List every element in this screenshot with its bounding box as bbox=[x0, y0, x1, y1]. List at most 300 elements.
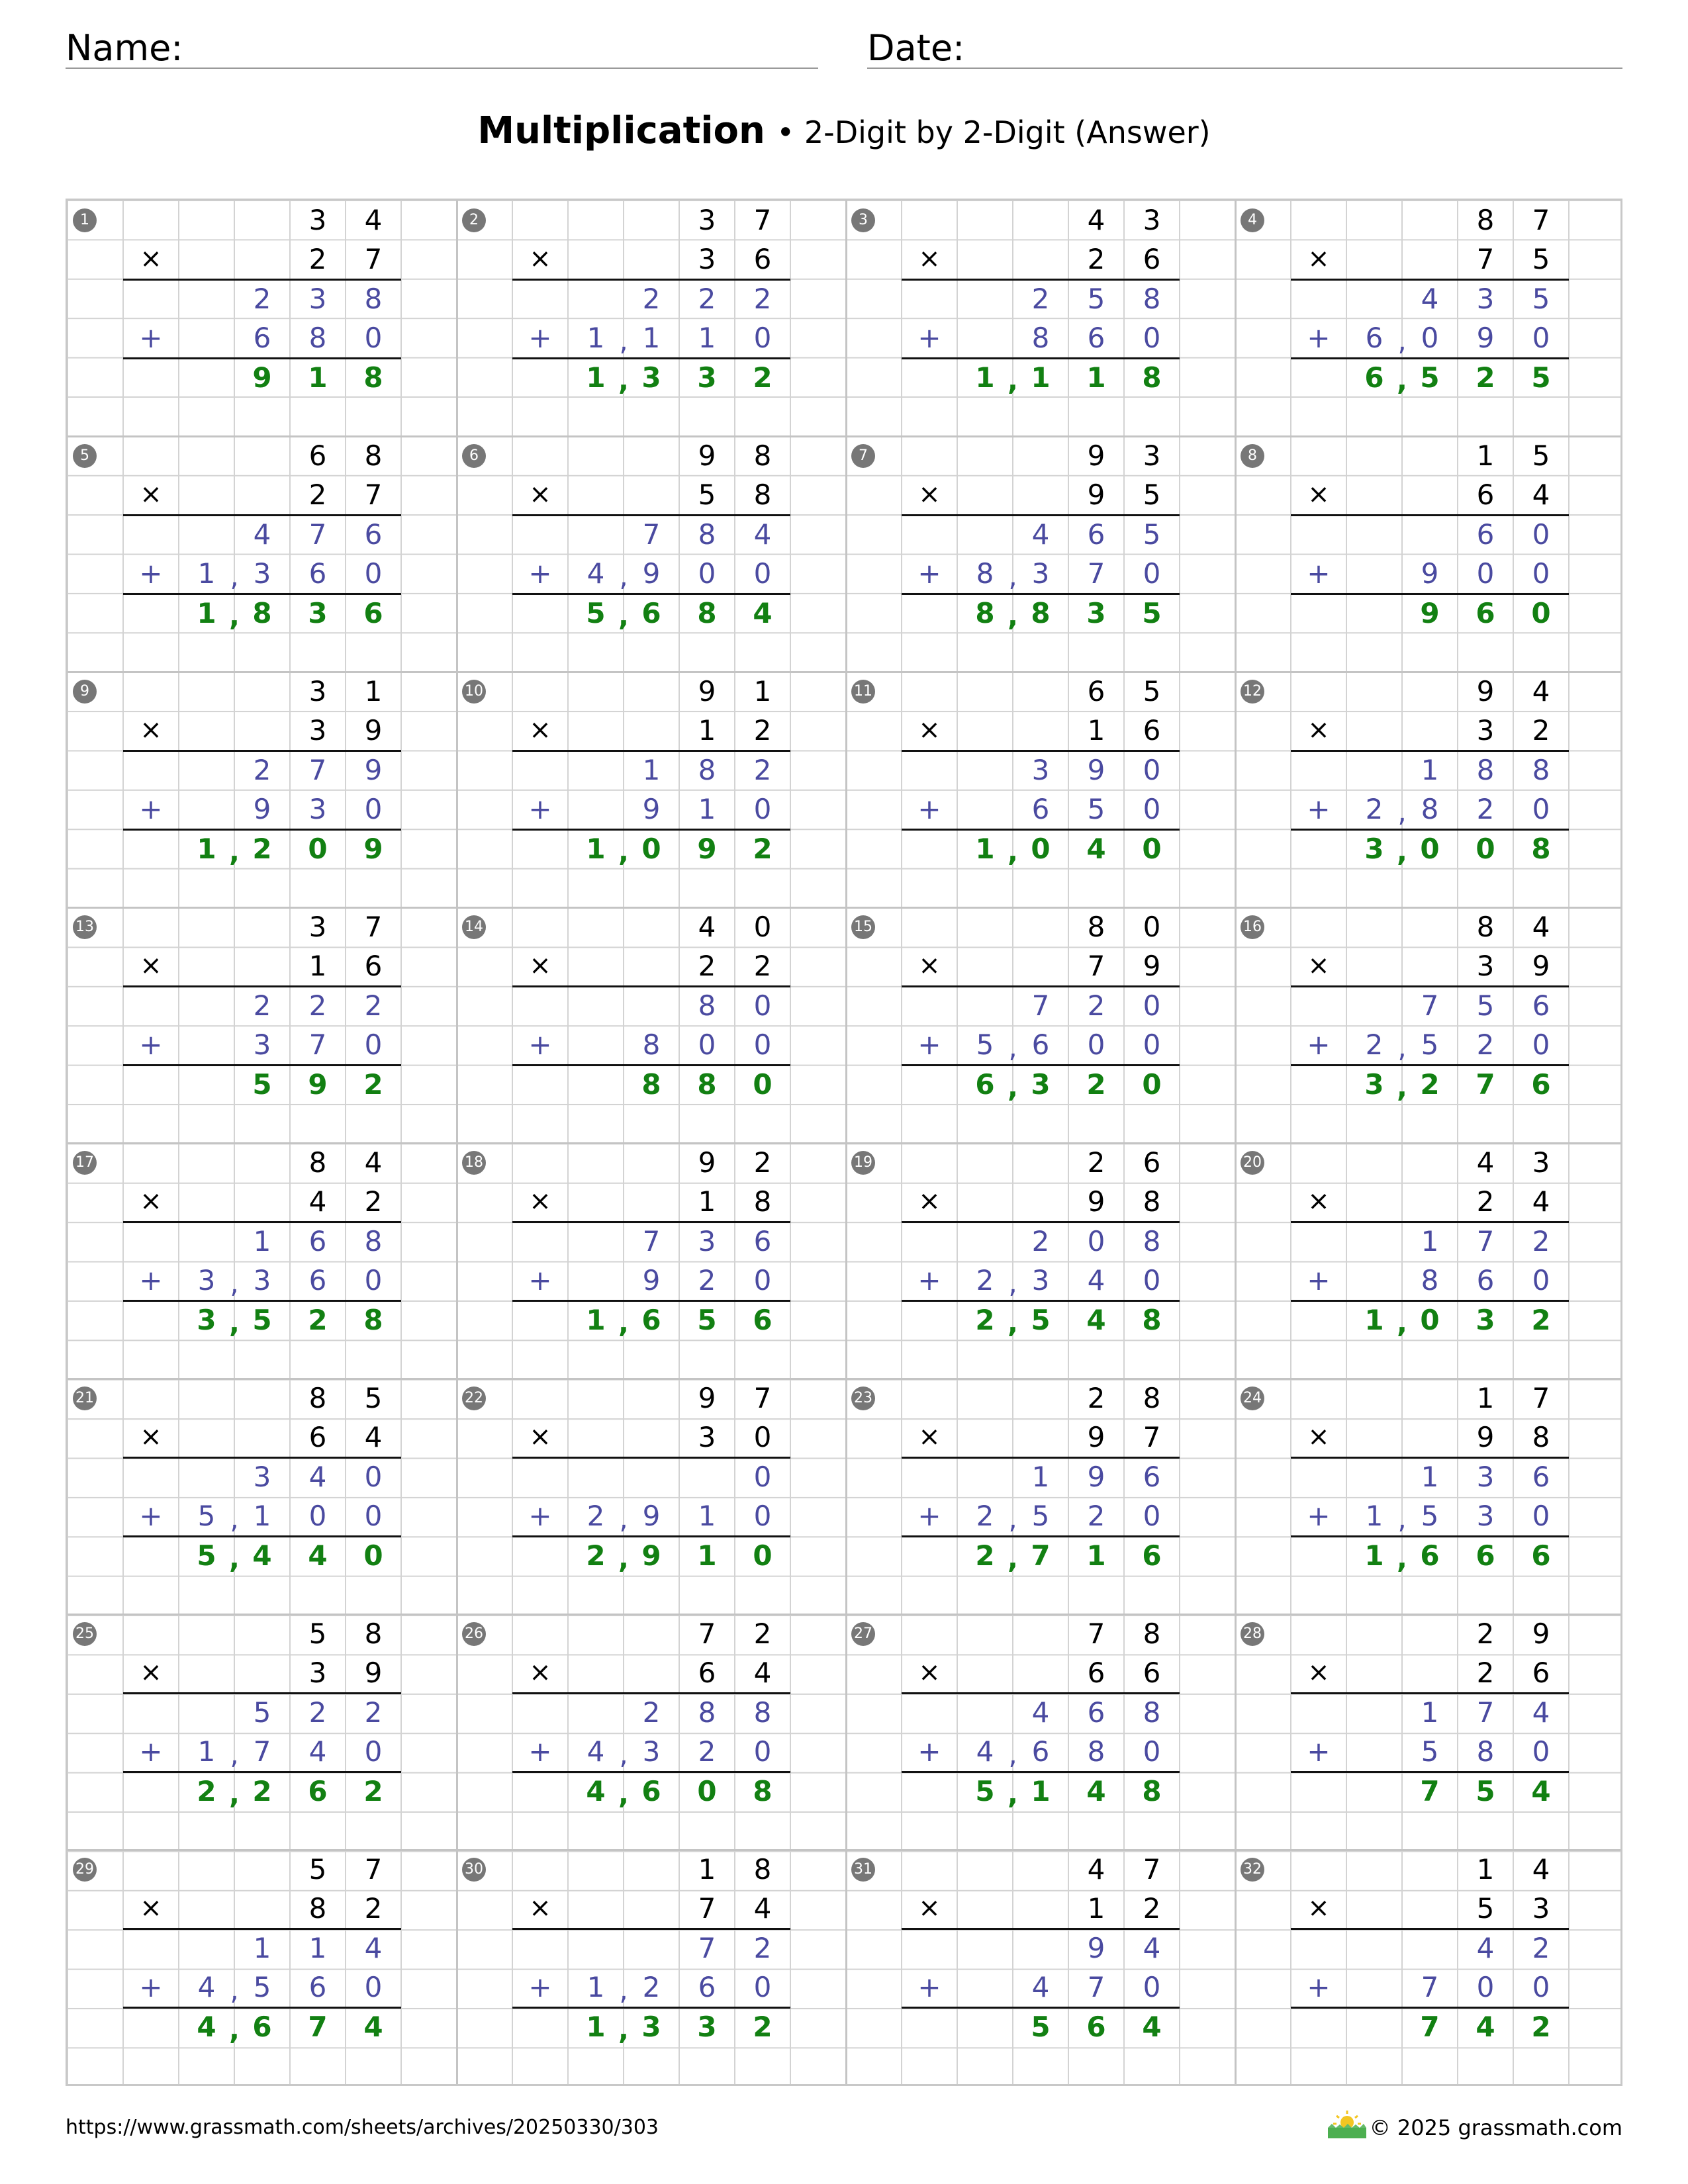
multiplier-digit: 2 bbox=[1532, 714, 1550, 747]
answer-digit: 8 bbox=[252, 596, 272, 629]
answer-digit: 1 bbox=[197, 596, 216, 629]
answer-digit: 9 bbox=[363, 832, 383, 865]
answer-digit: 6 bbox=[641, 1774, 661, 1807]
partial-product-digit: 8 bbox=[753, 1696, 772, 1729]
multiplicand-digit: 7 bbox=[364, 911, 383, 943]
multiplier-digit: 3 bbox=[1476, 714, 1495, 747]
answer-digit: 9 bbox=[697, 832, 717, 865]
partial-product-digit: 6 bbox=[1532, 1460, 1550, 1493]
multiplicand-digit: 6 bbox=[1087, 675, 1105, 707]
multiplicand-digit: 1 bbox=[364, 675, 383, 707]
partial-product-digit: 6 bbox=[1143, 1460, 1161, 1493]
answer-digit: 0 bbox=[1476, 832, 1495, 865]
partial-product-digit: 1 bbox=[197, 557, 216, 590]
answer-digit: 1 bbox=[697, 1539, 717, 1572]
problem-grid bbox=[66, 199, 1622, 2086]
multiplicand-digit: 7 bbox=[1532, 204, 1550, 236]
plus-sign: + bbox=[917, 1264, 941, 1297]
plus-sign: + bbox=[1307, 557, 1331, 590]
answer-digit: 8 bbox=[363, 1303, 383, 1336]
partial-product-digit: 0 bbox=[1143, 753, 1161, 786]
plus-sign: + bbox=[528, 1971, 552, 2004]
multiplicand-digit: 5 bbox=[1143, 675, 1161, 707]
multiplicand-digit: 4 bbox=[1532, 675, 1550, 707]
answer-comma: , bbox=[229, 599, 240, 632]
partial-product-digit: 7 bbox=[1421, 1971, 1439, 2004]
multiplier-digit: 2 bbox=[364, 1892, 383, 1925]
multiplier-digit: 6 bbox=[1087, 1657, 1105, 1690]
partial-product-digit: 0 bbox=[1532, 518, 1550, 551]
multiplicand-digit: 9 bbox=[1532, 1617, 1550, 1650]
problem-card bbox=[1235, 907, 1624, 1143]
plus-sign: + bbox=[528, 1500, 552, 1533]
answer-digit: 3 bbox=[308, 596, 328, 629]
partial-product-digit: 2 bbox=[308, 989, 327, 1022]
partial-product-digit: 2 bbox=[642, 282, 661, 315]
plus-sign: + bbox=[1307, 793, 1331, 826]
answer-digit: 0 bbox=[1142, 1068, 1162, 1101]
multiplicand-digit: 7 bbox=[1143, 1853, 1161, 1886]
partial-product-digit: 5 bbox=[1421, 1735, 1439, 1768]
problem-card bbox=[846, 1614, 1235, 1850]
times-sign: × bbox=[529, 1186, 551, 1217]
times-sign: × bbox=[1307, 715, 1330, 746]
multiplicand-digit: 1 bbox=[1476, 439, 1495, 472]
problem-number-badge: 32 bbox=[1241, 1858, 1264, 1882]
multiplier-digit: 8 bbox=[753, 1185, 772, 1218]
partial-comma: , bbox=[230, 1974, 239, 2007]
footer-copyright: © 2025 grassmath.com bbox=[1369, 2115, 1622, 2140]
times-sign: × bbox=[529, 950, 551, 981]
partial-product-digit: 2 bbox=[642, 1971, 661, 2004]
problem-number-badge: 23 bbox=[851, 1387, 875, 1410]
multiplicand-digit: 9 bbox=[698, 675, 716, 707]
multiplier-digit: 2 bbox=[698, 950, 716, 983]
multiplicand-digit: 1 bbox=[753, 675, 772, 707]
multiplier-digit: 9 bbox=[1087, 478, 1105, 512]
answer-digit: 6 bbox=[641, 1303, 661, 1336]
partial-product-digit: 0 bbox=[1143, 1500, 1161, 1533]
partial-product-digit: 0 bbox=[1421, 322, 1439, 355]
answer-digit: 4 bbox=[197, 2010, 216, 2043]
partial-product-digit: 0 bbox=[753, 793, 772, 826]
answer-digit: 6 bbox=[1531, 1539, 1551, 1572]
problem-number-badge: 2 bbox=[462, 208, 486, 232]
answer-digit: 8 bbox=[1531, 832, 1551, 865]
answer-digit: 1 bbox=[308, 361, 328, 394]
times-sign: × bbox=[1307, 244, 1330, 275]
partial-product-digit: 6 bbox=[1532, 989, 1550, 1022]
partial-product-digit: 6 bbox=[1031, 1028, 1050, 1062]
problem-card bbox=[68, 672, 457, 907]
partial-product-digit: 1 bbox=[1421, 1696, 1439, 1729]
problem-number-badge: 20 bbox=[1241, 1151, 1264, 1175]
partial-product-digit: 0 bbox=[364, 322, 383, 355]
multiplicand-digit: 7 bbox=[364, 1853, 383, 1886]
partial-product-digit: 1 bbox=[698, 322, 716, 355]
answer-digit: 1 bbox=[1364, 1539, 1384, 1572]
partial-product-digit: 3 bbox=[1476, 1500, 1495, 1533]
problem-card bbox=[457, 907, 846, 1143]
plus-sign: + bbox=[1307, 1264, 1331, 1297]
plus-sign: + bbox=[1307, 1028, 1331, 1062]
answer-digit: 0 bbox=[1531, 596, 1551, 629]
problem-card bbox=[1235, 1850, 1624, 2085]
times-sign: × bbox=[140, 1422, 162, 1453]
partial-product-digit: 4 bbox=[1087, 1264, 1105, 1297]
partial-comma: , bbox=[619, 560, 628, 593]
partial-product-digit: 1 bbox=[1365, 1500, 1383, 1533]
partial-product-digit: 0 bbox=[1143, 1028, 1161, 1062]
partial-comma: , bbox=[230, 560, 239, 593]
answer-comma: , bbox=[1397, 1070, 1407, 1103]
answer-comma: , bbox=[229, 1541, 240, 1574]
partial-product-digit: 8 bbox=[1421, 1264, 1439, 1297]
partial-product-digit: 3 bbox=[253, 1460, 271, 1493]
partial-product-digit: 0 bbox=[364, 1028, 383, 1062]
multiplier-digit: 1 bbox=[1087, 1892, 1105, 1925]
partial-product-digit: 0 bbox=[1143, 1264, 1161, 1297]
partial-product-digit: 8 bbox=[698, 518, 716, 551]
partial-product-digit: 0 bbox=[364, 1500, 383, 1533]
partial-comma: , bbox=[619, 1502, 628, 1535]
partial-product-digit: 0 bbox=[364, 1460, 383, 1493]
partial-product-digit: 1 bbox=[586, 322, 605, 355]
partial-product-digit: 0 bbox=[1532, 793, 1550, 826]
partial-product-digit: 2 bbox=[253, 282, 271, 315]
answer-digit: 8 bbox=[363, 361, 383, 394]
answer-digit: 9 bbox=[641, 1539, 661, 1572]
partial-product-digit: 6 bbox=[253, 322, 271, 355]
partial-product-digit: 3 bbox=[253, 1028, 271, 1062]
partial-comma: , bbox=[1397, 796, 1407, 829]
problem-number-badge: 7 bbox=[851, 444, 875, 468]
partial-product-digit: 0 bbox=[753, 1500, 772, 1533]
partial-product-digit: 0 bbox=[1143, 989, 1161, 1022]
multiplier-digit: 2 bbox=[364, 1185, 383, 1218]
multiplicand-digit: 6 bbox=[308, 439, 327, 472]
multiplier-digit: 3 bbox=[1476, 950, 1495, 983]
partial-product-digit: 6 bbox=[308, 1971, 327, 2004]
plus-sign: + bbox=[1307, 322, 1331, 355]
partial-product-digit: 0 bbox=[364, 1735, 383, 1768]
answer-digit: 5 bbox=[697, 1303, 717, 1336]
problem-number-badge: 8 bbox=[1241, 444, 1264, 468]
partial-product-digit: 1 bbox=[197, 1735, 216, 1768]
partial-product-digit: 4 bbox=[1421, 282, 1439, 315]
answer-digit: 6 bbox=[1364, 361, 1384, 394]
multiplier-digit: 8 bbox=[308, 1892, 327, 1925]
multiplier-digit: 7 bbox=[1087, 950, 1105, 983]
partial-product-digit: 7 bbox=[1031, 989, 1050, 1022]
partial-product-digit: 9 bbox=[642, 557, 661, 590]
multiplier-digit: 2 bbox=[1476, 1657, 1495, 1690]
plus-sign: + bbox=[528, 793, 552, 826]
partial-product-digit: 3 bbox=[308, 793, 327, 826]
answer-digit: 6 bbox=[308, 1774, 328, 1807]
answer-digit: 7 bbox=[1476, 1068, 1495, 1101]
multiplicand-digit: 8 bbox=[364, 439, 383, 472]
partial-product-digit: 2 bbox=[1031, 1224, 1050, 1257]
problem-card bbox=[68, 1143, 457, 1379]
partial-product-digit: 2 bbox=[308, 1696, 327, 1729]
partial-product-digit: 3 bbox=[642, 1735, 661, 1768]
answer-digit: 0 bbox=[641, 832, 661, 865]
answer-digit: 8 bbox=[1142, 1303, 1162, 1336]
partial-product-digit: 0 bbox=[753, 322, 772, 355]
problem-card bbox=[457, 1143, 846, 1379]
answer-digit: 2 bbox=[975, 1539, 995, 1572]
partial-product-digit: 1 bbox=[642, 753, 661, 786]
problem-card bbox=[1235, 1614, 1624, 1850]
problem-card bbox=[457, 201, 846, 436]
problem-number-badge: 9 bbox=[73, 680, 97, 704]
partial-product-digit: 2 bbox=[1365, 1028, 1383, 1062]
partial-product-digit: 2 bbox=[1087, 989, 1105, 1022]
multiplicand-digit: 8 bbox=[1143, 1617, 1161, 1650]
answer-digit: 0 bbox=[1031, 832, 1051, 865]
answer-digit: 7 bbox=[1420, 2010, 1440, 2043]
answer-digit: 3 bbox=[641, 361, 661, 394]
answer-digit: 2 bbox=[1531, 2010, 1551, 2043]
times-sign: × bbox=[529, 1893, 551, 1924]
partial-product-digit: 0 bbox=[1532, 1264, 1550, 1297]
partial-product-digit: 0 bbox=[364, 557, 383, 590]
partial-product-digit: 8 bbox=[698, 989, 716, 1022]
times-sign: × bbox=[1307, 1186, 1330, 1217]
multiplier-digit: 5 bbox=[698, 478, 716, 512]
partial-product-digit: 8 bbox=[642, 1028, 661, 1062]
name-field-line[interactable] bbox=[66, 68, 818, 69]
partial-product-digit: 2 bbox=[753, 753, 772, 786]
multiplier-digit: 2 bbox=[753, 950, 772, 983]
answer-digit: 9 bbox=[308, 1068, 328, 1101]
answer-digit: 2 bbox=[586, 1539, 606, 1572]
partial-product-digit: 3 bbox=[253, 557, 271, 590]
partial-product-digit: 2 bbox=[642, 1696, 661, 1729]
plus-sign: + bbox=[528, 557, 552, 590]
answer-digit: 3 bbox=[697, 2010, 717, 2043]
problem-card bbox=[846, 1850, 1235, 2085]
answer-digit: 1 bbox=[1031, 1774, 1051, 1807]
multiplicand-digit: 9 bbox=[698, 1146, 716, 1179]
partial-product-digit: 3 bbox=[1476, 282, 1495, 315]
partial-product-digit: 2 bbox=[1476, 1028, 1495, 1062]
times-sign: × bbox=[1307, 1422, 1330, 1453]
partial-product-digit: 0 bbox=[753, 1460, 772, 1493]
partial-product-digit: 4 bbox=[253, 518, 271, 551]
multiplier-digit: 1 bbox=[308, 950, 327, 983]
answer-digit: 1 bbox=[1031, 361, 1051, 394]
problem-card bbox=[1235, 1379, 1624, 1614]
multiplicand-digit: 4 bbox=[1532, 911, 1550, 943]
multiplier-digit: 8 bbox=[1143, 1185, 1161, 1218]
problem-number-badge: 31 bbox=[851, 1858, 875, 1882]
times-sign: × bbox=[918, 1186, 941, 1217]
partial-product-digit: 8 bbox=[1421, 793, 1439, 826]
partial-product-digit: 4 bbox=[308, 1735, 327, 1768]
partial-product-digit: 2 bbox=[1365, 793, 1383, 826]
answer-comma: , bbox=[229, 1777, 240, 1810]
plus-sign: + bbox=[139, 1264, 163, 1297]
partial-product-digit: 0 bbox=[1476, 557, 1495, 590]
partial-product-digit: 6 bbox=[308, 1224, 327, 1257]
multiplier-digit: 6 bbox=[1476, 478, 1495, 512]
times-sign: × bbox=[529, 1422, 551, 1453]
answer-digit: 5 bbox=[975, 1774, 995, 1807]
times-sign: × bbox=[529, 715, 551, 746]
answer-digit: 5 bbox=[1476, 1774, 1495, 1807]
plus-sign: + bbox=[528, 1264, 552, 1297]
answer-comma: , bbox=[618, 1306, 629, 1339]
partial-product-digit: 5 bbox=[1087, 793, 1105, 826]
multiplicand-digit: 4 bbox=[1087, 1853, 1105, 1886]
title-subtitle: • 2-Digit by 2-Digit (Answer) bbox=[776, 114, 1211, 150]
multiplicand-digit: 8 bbox=[364, 1617, 383, 1650]
answer-digit: 2 bbox=[753, 832, 773, 865]
partial-product-digit: 1 bbox=[698, 1500, 716, 1533]
multiplier-digit: 6 bbox=[1143, 1657, 1161, 1690]
answer-digit: 8 bbox=[697, 596, 717, 629]
partial-product-digit: 0 bbox=[753, 557, 772, 590]
partial-product-digit: 9 bbox=[642, 793, 661, 826]
partial-product-digit: 9 bbox=[1421, 557, 1439, 590]
multiplicand-digit: 5 bbox=[364, 1382, 383, 1414]
partial-product-digit: 9 bbox=[1087, 1931, 1105, 1964]
problem-number-badge: 15 bbox=[851, 915, 875, 939]
partial-product-digit: 8 bbox=[698, 753, 716, 786]
answer-digit: 1 bbox=[586, 2010, 606, 2043]
problem-card bbox=[68, 1614, 457, 1850]
multiplicand-digit: 1 bbox=[1476, 1853, 1495, 1886]
problem-number-badge: 19 bbox=[851, 1151, 875, 1175]
partial-product-digit: 1 bbox=[1421, 753, 1439, 786]
problem-number-badge: 29 bbox=[73, 1858, 97, 1882]
problem-number-badge: 26 bbox=[462, 1622, 486, 1646]
problem-number-badge: 13 bbox=[73, 915, 97, 939]
date-field-line[interactable] bbox=[867, 68, 1622, 69]
multiplicand-digit: 8 bbox=[1476, 911, 1495, 943]
multiplier-digit: 7 bbox=[698, 1892, 716, 1925]
partial-product-digit: 9 bbox=[1087, 753, 1105, 786]
multiplicand-digit: 9 bbox=[1476, 675, 1495, 707]
plus-sign: + bbox=[917, 1028, 941, 1062]
partial-product-digit: 0 bbox=[364, 1264, 383, 1297]
grass-sun-logo-icon bbox=[1324, 2108, 1370, 2141]
partial-product-digit: 6 bbox=[308, 557, 327, 590]
answer-digit: 4 bbox=[252, 1539, 272, 1572]
problem-card bbox=[1235, 201, 1624, 436]
partial-comma: , bbox=[619, 1974, 628, 2007]
answer-digit: 3 bbox=[1476, 1303, 1495, 1336]
partial-product-digit: 0 bbox=[1532, 1971, 1550, 2004]
problem-card bbox=[846, 672, 1235, 907]
problem-number-badge: 18 bbox=[462, 1151, 486, 1175]
multiplier-digit: 9 bbox=[364, 714, 383, 747]
problem-card bbox=[457, 1379, 846, 1614]
answer-comma: , bbox=[618, 599, 629, 632]
partial-product-digit: 9 bbox=[642, 1500, 661, 1533]
answer-digit: 4 bbox=[1086, 1774, 1106, 1807]
multiplier-digit: 8 bbox=[753, 478, 772, 512]
problem-number-badge: 11 bbox=[851, 680, 875, 704]
answer-digit: 0 bbox=[753, 1539, 773, 1572]
partial-product-digit: 1 bbox=[1421, 1460, 1439, 1493]
problem-card bbox=[68, 436, 457, 672]
multiplicand-digit: 2 bbox=[1476, 1617, 1495, 1650]
date-label: Date: bbox=[867, 27, 965, 69]
multiplicand-digit: 7 bbox=[1087, 1617, 1105, 1650]
partial-product-digit: 8 bbox=[364, 282, 383, 315]
partial-product-digit: 8 bbox=[364, 1224, 383, 1257]
times-sign: × bbox=[140, 1186, 162, 1217]
worksheet-title bbox=[0, 105, 1688, 159]
times-sign: × bbox=[918, 1422, 941, 1453]
times-sign: × bbox=[140, 1657, 162, 1688]
multiplicand-digit: 8 bbox=[1143, 1382, 1161, 1414]
partial-product-digit: 0 bbox=[753, 1264, 772, 1297]
name-label: Name: bbox=[66, 27, 183, 69]
problem-card bbox=[68, 1379, 457, 1614]
partial-product-digit: 4 bbox=[1532, 1696, 1550, 1729]
answer-digit: 8 bbox=[1031, 596, 1051, 629]
answer-digit: 2 bbox=[1420, 1068, 1440, 1101]
partial-product-digit: 0 bbox=[1476, 1971, 1495, 2004]
times-sign: × bbox=[918, 715, 941, 746]
partial-product-digit: 3 bbox=[1476, 1460, 1495, 1493]
answer-digit: 3 bbox=[1364, 1068, 1384, 1101]
multiplier-digit: 4 bbox=[753, 1657, 772, 1690]
partial-product-digit: 7 bbox=[308, 1028, 327, 1062]
answer-digit: 1 bbox=[586, 1303, 606, 1336]
answer-digit: 1 bbox=[1086, 361, 1106, 394]
partial-product-digit: 0 bbox=[1532, 1028, 1550, 1062]
partial-product-digit: 2 bbox=[1087, 1500, 1105, 1533]
partial-product-digit: 4 bbox=[197, 1971, 216, 2004]
partial-product-digit: 3 bbox=[1031, 1264, 1050, 1297]
problem-card bbox=[457, 1850, 846, 2085]
partial-product-digit: 0 bbox=[753, 1971, 772, 2004]
multiplier-digit: 3 bbox=[698, 243, 716, 276]
answer-digit: 7 bbox=[1420, 1774, 1440, 1807]
partial-product-digit: 7 bbox=[1087, 557, 1105, 590]
answer-digit: 6 bbox=[363, 596, 383, 629]
multiplicand-digit: 7 bbox=[753, 1382, 772, 1414]
answer-digit: 2 bbox=[363, 1774, 383, 1807]
partial-product-digit: 6 bbox=[1087, 1696, 1105, 1729]
multiplier-digit: 6 bbox=[1532, 1657, 1550, 1690]
times-sign: × bbox=[918, 1657, 941, 1688]
times-sign: × bbox=[918, 244, 941, 275]
problem-number-badge: 5 bbox=[73, 444, 97, 468]
answer-comma: , bbox=[618, 2013, 629, 2046]
multiplier-digit: 6 bbox=[753, 243, 772, 276]
answer-comma: , bbox=[229, 1306, 240, 1339]
multiplier-digit: 7 bbox=[1476, 243, 1495, 276]
answer-digit: 8 bbox=[1142, 1774, 1162, 1807]
footer-url[interactable]: https://www.grassmath.com/sheets/archives/20250330/303 bbox=[66, 2116, 659, 2139]
answer-digit: 9 bbox=[1420, 596, 1440, 629]
answer-digit: 0 bbox=[753, 1068, 773, 1101]
plus-sign: + bbox=[528, 322, 552, 355]
partial-product-digit: 5 bbox=[1421, 1500, 1439, 1533]
problem-number-badge: 25 bbox=[73, 1622, 97, 1646]
answer-digit: 6 bbox=[1142, 1539, 1162, 1572]
problem-card bbox=[1235, 1143, 1624, 1379]
times-sign: × bbox=[140, 715, 162, 746]
multiplier-digit: 3 bbox=[308, 714, 327, 747]
partial-product-digit: 8 bbox=[1143, 1696, 1161, 1729]
